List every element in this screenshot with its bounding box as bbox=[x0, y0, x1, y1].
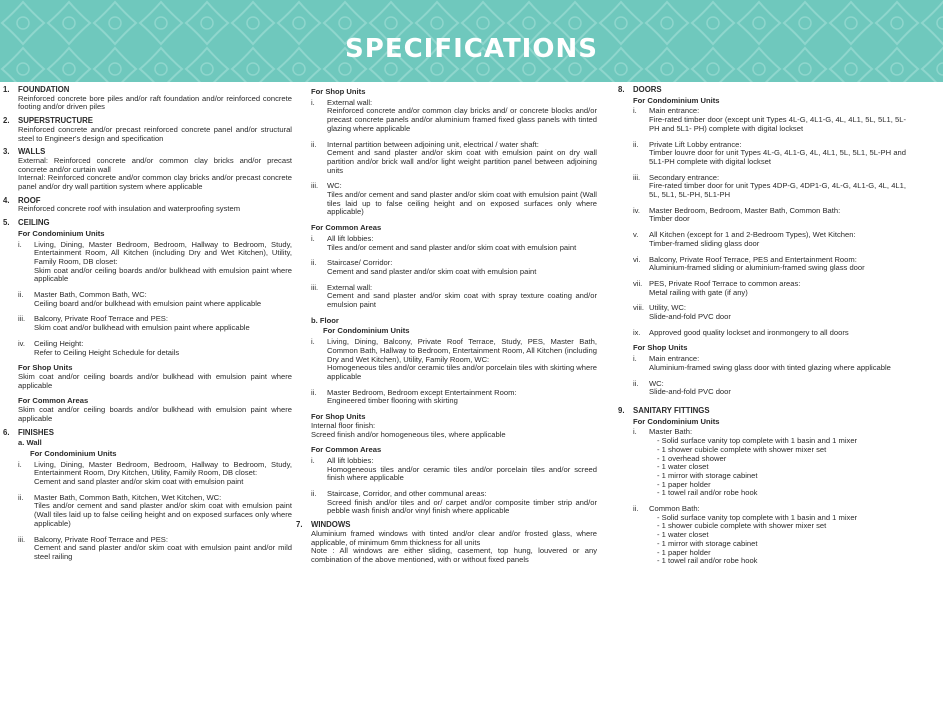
list-item: iii. Balcony, Private Roof Terrace and PES: Skim coat and/or bulkhead with emulsion paint where applicable bbox=[18, 314, 250, 333]
subheading: For Common Areas bbox=[18, 396, 89, 406]
page-title: SPECIFICATIONS bbox=[345, 34, 598, 64]
section-title: FOUNDATION bbox=[18, 85, 70, 94]
list-item: i. Living, Dining, Master Bedroom, Bedroom, Hallway to Bedroom, Study, Entertainment Room, Dry Kitchen, Utility, Family Room, DB closet: Cement and sand plaster and/or skim coat with emulsion paint bbox=[18, 459, 292, 487]
subheading: For Condominium Units bbox=[30, 448, 117, 458]
list-item: iii. External wall: Cement and sand plaster and/or skim coat with spray texture coating and/or emulsion paint bbox=[311, 282, 597, 310]
list-item: i. All lift lobbies: Homogeneous tiles and/or ceramic tiles and/or porcelain tiles and/or screed finish where applicable bbox=[311, 455, 597, 483]
header-banner bbox=[0, 0, 943, 82]
section-doors bbox=[618, 86, 906, 397]
section-text: Internal: Reinforced concrete and/or common clay bricks and/or precast concrete panel and/or dry wall partition system where applicable bbox=[18, 173, 292, 192]
subheading: For Shop Units bbox=[311, 412, 366, 422]
section-text: Skim coat and/or ceiling boards and/or bulkhead with emulsion paint where applicable bbox=[18, 371, 292, 390]
list-item: iv. Master Bedroom, Bedroom, Master Bath, Common Bath: Timber door bbox=[633, 205, 841, 224]
subheading: For Condominium Units bbox=[633, 95, 720, 105]
bullet-line: - 1 paper holder bbox=[657, 479, 711, 489]
section-text: Reinforced concrete bore piles and/or raft foundation and/or reinforced concrete footing and/or driven piles bbox=[18, 93, 292, 112]
list-item: i. All lift lobbies: Tiles and/or cement and sand plaster and/or skim coat with emulsion paint bbox=[311, 233, 577, 252]
section-ceiling bbox=[3, 219, 292, 423]
section-title: CEILING bbox=[18, 218, 50, 228]
list-item: vii. PES, Private Roof Terrace to common areas: Metal railing with gate (if any) bbox=[633, 278, 801, 297]
list-item: ii. Master Bath, Common Bath, Kitchen, Wet Kitchen, WC: Tiles and/or cement and sand plaster and/or skim coat with emulsion paint (Wall tiles laid up to false ceiling height and on exposed surfaces only where applicable) bbox=[18, 492, 292, 528]
section-title: SUPERSTRUCTURE bbox=[18, 116, 93, 126]
subheading: For Shop Units bbox=[633, 343, 688, 353]
column-3 bbox=[618, 86, 906, 571]
section-number: 2. bbox=[3, 116, 10, 126]
list-item: i. Master Bath: - Solid surface vanity top complete with 1 basin and 1 mixer - 1 shower cubicle complete with shower mixer set - 1 overhead shower - 1 water closet - 1 mirror with storage cabinet - 1 paper holder - 1 towel rail and/or robe hook bbox=[633, 428, 906, 498]
section-text: Skim coat and/or ceiling boards and/or bulkhead with emulsion paint where applicable bbox=[18, 405, 292, 423]
section-finishes bbox=[3, 429, 292, 562]
subheading: For Common Areas bbox=[311, 445, 382, 455]
section-number: 6. bbox=[3, 427, 10, 437]
list-item: i. External wall: Reinforced concrete and/or common clay bricks and/ or concrete blocks and/or precast concrete panels and/or aluminium framed fixed glass panels with tinted glazing where applicable bbox=[311, 97, 597, 133]
section-title: SANITARY FITTINGS bbox=[633, 405, 710, 415]
section-walls bbox=[3, 148, 292, 192]
section-number: 1. bbox=[3, 85, 10, 94]
subheading: For Condominium Units bbox=[633, 416, 720, 426]
list-item: viii. Utility, WC: Slide-and-fold PVC door bbox=[633, 303, 731, 322]
list-item: ii. Master Bath, Common Bath, WC: Ceiling board and/or bulkhead with emulsion paint where applicable bbox=[18, 290, 262, 308]
list-item: iv. Ceiling Height: Refer to Ceiling Height Schedule for details bbox=[18, 338, 180, 357]
subheading: For Shop Units bbox=[18, 363, 73, 373]
list-item: ii. Private Lift Lobby entrance: Timber louvre door for unit Types 4L-G, 4L1-G, 4L, 4L1, 5L, 5L1, 5L-PH and 5L1-PH complete with digital lockset bbox=[633, 139, 906, 166]
section-number: 8. bbox=[618, 85, 625, 94]
section-title: ROOF bbox=[18, 195, 41, 205]
column-2 bbox=[296, 86, 597, 570]
bullet-line: - 1 mirror with storage cabinet bbox=[657, 470, 758, 480]
section-text: Reinforced concrete and/or precast reinforced concrete panel and/or structural steel to Engineer's design and specification bbox=[18, 124, 292, 143]
section-text: Note : All windows are either sliding, casement, top hung, louvered or any combination of the above mentioned, with or without fixed panels bbox=[311, 546, 597, 564]
section-number: 5. bbox=[3, 218, 10, 228]
section-windows bbox=[296, 521, 597, 565]
column-1 bbox=[3, 86, 292, 567]
section-number: 7. bbox=[296, 520, 303, 530]
bullet-line: - Solid surface vanity top complete with 1 basin and 1 mixer bbox=[657, 512, 858, 522]
section-sanitary-fittings bbox=[618, 407, 906, 566]
section-foundation bbox=[3, 86, 292, 112]
section-text: Screed finish and/or homogeneous tiles, where applicable bbox=[311, 429, 506, 439]
section-superstructure bbox=[3, 117, 292, 143]
list-item: iii. Balcony, Private Roof Terrace and PES: Cement and sand plaster and/or skim coat with emulsion paint and/or mild steel railing bbox=[18, 534, 292, 561]
section-text: Aluminium framed windows with tinted and/or clear and/or frosted glass, where applicable, of minimum 6mm thickness for all units bbox=[311, 528, 597, 547]
bullet-line: - 1 overhead shower bbox=[657, 453, 727, 463]
section-text: Internal floor finish: bbox=[311, 420, 376, 430]
section-number: 4. bbox=[3, 195, 10, 205]
list-item: vi. Balcony, Private Roof Terrace, PES and Entertainment Room: Aluminium-framed sliding or aluminium-framed swing glass door bbox=[633, 254, 865, 273]
subheading: b. Floor bbox=[311, 315, 339, 325]
section-title: DOORS bbox=[633, 85, 662, 94]
bullet-line: - 1 towel rail and/or robe hook bbox=[657, 556, 758, 566]
section-number: 3. bbox=[3, 147, 10, 157]
subheading: a. Wall bbox=[18, 438, 42, 448]
bullet-line: - 1 water closet bbox=[657, 462, 709, 472]
section-text: Reinforced concrete roof with insulation and waterproofing system bbox=[18, 204, 241, 214]
list-item: ii. Master Bedroom, Bedroom except Entertainment Room: Engineered timber flooring with skirting bbox=[311, 387, 517, 406]
section-roof bbox=[3, 197, 292, 214]
bullet-line: - 1 shower cubicle complete with shower mixer set bbox=[657, 521, 827, 531]
section-title: FINISHES bbox=[18, 427, 54, 437]
list-item: v. All Kitchen (except for 1 and 2-Bedroom Types), Wet Kitchen: Timber-framed sliding glass door bbox=[633, 230, 856, 248]
bullet-line: - 1 shower cubicle complete with shower mixer set bbox=[657, 444, 827, 454]
list-item: i. Main entrance: Fire-rated timber door (except unit Types 4L-G, 4L1-G, 4L, 4L1, 5L, 5L1, 5L-PH and 5L1- PH) complete with digital lockset bbox=[633, 106, 906, 133]
subheading: For Shop Units bbox=[311, 87, 366, 96]
list-item: i. Living, Dining, Balcony, Private Roof Terrace, Study, PES, Master Bath, Common Bath, Hallway to Bedroom, Entertainment Room, All Kitchen (including Dry and Wet Kitchen), Utility, Family Room, WC: Homogeneous tiles and/or ceramic tiles and/or porcelain tiles with skirting where applicable bbox=[311, 337, 597, 381]
section-text: External: Reinforced concrete and/or common clay bricks and/or precast concrete and/or curtain wall bbox=[18, 155, 292, 174]
list-item: ii. WC: Slide-and-fold PVC door bbox=[633, 378, 731, 397]
section-title: WALLS bbox=[18, 147, 46, 157]
list-item: ii. Common Bath: - Solid surface vanity top complete with 1 basin and 1 mixer - 1 shower cubicle complete with shower mixer set - 1 water closet - 1 mirror with storage cabinet - 1 paper holder - 1 towel rail and/or robe hook bbox=[633, 505, 906, 566]
list-item: i. Living, Dining, Master Bedroom, Bedroom, Hallway to Bedroom, Study, Entertainment Room, All Kitchen (including Dry and Wet Kitchen), Utility, Family Room, DB closet: Skim coat and/or ceiling boards and/or bulkhead with emulsion paint where applicable bbox=[18, 239, 292, 284]
bullet-line: - Solid surface vanity top complete with 1 basin and 1 mixer bbox=[657, 436, 858, 446]
list-item: i. Main entrance: Aluminium-framed swing glass door with tinted glazing where applicable bbox=[633, 354, 891, 372]
list-item: ix. Approved good quality lockset and ironmongery to all doors bbox=[633, 327, 849, 337]
subheading: For Condominium Units bbox=[323, 326, 410, 336]
section-title: WINDOWS bbox=[311, 520, 351, 530]
section-number: 9. bbox=[618, 405, 625, 415]
list-item: iii. Secondary entrance: Fire-rated timber door for unit Types 4DP-G, 4DP1-G, 4L-G, 4L1-G, 4L, 4L1, 5L, 5L1, 5L-PH, 5L1-PH bbox=[633, 172, 906, 200]
list-item: ii. Staircase, Corridor, and other communal areas: Screed finish and/or tiles and or/ carpet and/or composite timber strip and/or pebble wash finish and/or vinyl finish where applicable bbox=[311, 489, 597, 516]
list-item: iii. WC: Tiles and/or cement and sand plaster and/or skim coat with emulsion paint (Wall tiles laid up to false ceiling height and on exposed surfaces only where applicable) bbox=[311, 181, 597, 217]
subheading: For Common Areas bbox=[311, 223, 382, 233]
subheading: For Condominium Units bbox=[18, 228, 105, 238]
list-item: ii. Staircase/ Corridor: Cement and sand plaster and/or skim coat with emulsion paint bbox=[311, 258, 537, 276]
bullet-line: - 1 paper holder bbox=[657, 547, 711, 557]
bullet-line: - 1 towel rail and/or robe hook bbox=[657, 488, 758, 498]
list-item: ii. Internal partition between adjoining unit, electrical / water shaft: Cement and sand plaster and/or skim coat with emulsion paint on dry wall partition and/or brick wall and/or light weight partition panel between adjoining units bbox=[311, 139, 597, 175]
bullet-line: - 1 mirror with storage cabinet bbox=[657, 538, 758, 548]
bullet-line: - 1 water closet bbox=[657, 530, 709, 540]
